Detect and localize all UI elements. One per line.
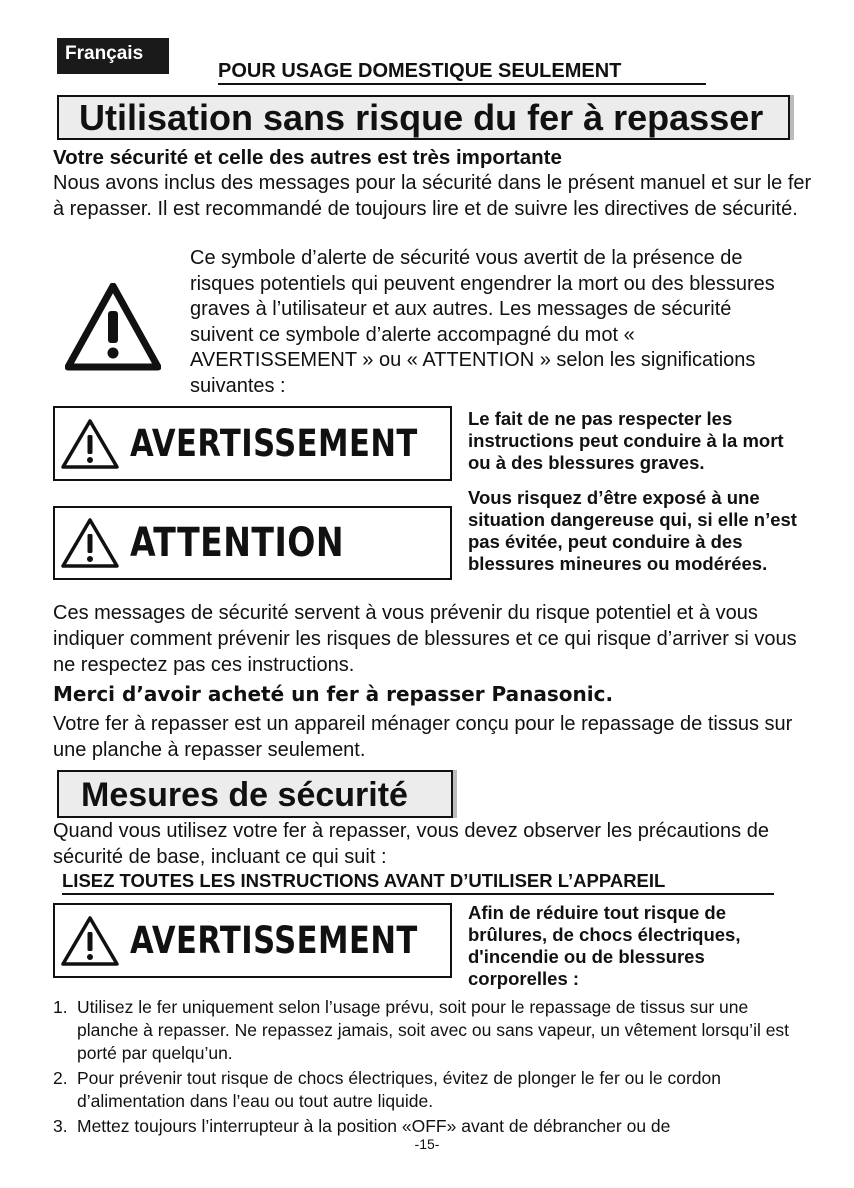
warning-triangle-icon xyxy=(60,915,120,967)
safety-instructions-list xyxy=(53,996,798,1140)
section-title-safety-measures: Mesures de sécurité xyxy=(57,770,453,818)
safety-subtitle: Votre sécurité et celle des autres est très importante xyxy=(53,146,562,169)
list-item xyxy=(53,1115,798,1138)
warning-label-box-2 xyxy=(53,903,452,978)
language-tab: Français xyxy=(57,38,169,74)
domestic-use-notice: POUR USAGE DOMESTIQUE SEULEMENT xyxy=(218,60,706,85)
page-number: -15- xyxy=(414,1136,440,1152)
warning-label: AVERTISSEMENT xyxy=(130,421,418,465)
thank-you-heading: Merci d’avoir acheté un fer à repasser Panasonic. xyxy=(53,682,614,706)
warning-label-box xyxy=(53,406,452,481)
list-item-text: Pour prévenir tout risque de chocs électriques, évitez de plonger le fer ou le cordon d’alimentation dans l’eau ou tout autre liquide. xyxy=(77,1068,721,1111)
caution-triangle-icon xyxy=(60,517,120,569)
section-title-safe-use: Utilisation sans risque du fer à repasser xyxy=(57,95,790,140)
warning-label-2: AVERTISSEMENT xyxy=(130,918,418,962)
warning-description-2: Afin de réduire tout risque de brûlures, de chocs électriques, d'incendie ou de blessures corporelles : xyxy=(468,902,741,989)
warning-triangle-icon xyxy=(60,418,120,470)
list-item-number: 1. xyxy=(53,997,68,1017)
warning-description: Le fait de ne pas respecter les instructions peut conduire à la mort ou à des blessures graves. xyxy=(468,408,784,473)
list-item-number: 3. xyxy=(53,1116,68,1136)
list-item-text: Mettez toujours l’interrupteur à la position «OFF» avant de débrancher ou de xyxy=(77,1116,671,1136)
safety-alert-icon xyxy=(65,283,161,371)
list-item xyxy=(53,996,798,1065)
caution-label: ATTENTION xyxy=(130,520,345,566)
intro-paragraph: Nous avons inclus des messages pour la sécurité dans le présent manuel et sur le fer à repasser. Il est recommandé de toujours lire et de suivre les directives de sécurité. xyxy=(53,172,812,220)
list-item xyxy=(53,1067,798,1113)
appliance-paragraph: Votre fer à repasser est un appareil ménager conçu pour le repassage de tissus sur une planche à repasser seulement. xyxy=(53,713,793,761)
list-item-number: 2. xyxy=(53,1068,68,1088)
symbol-explanation: Ce symbole d’alerte de sécurité vous avertit de la présence de risques potentiels qui peuvent engendrer la mort ou des blessures graves à l’utilisateur et aux autres. Les messages de sécurité suivent ce symbole d’alerte accompagné du mot « AVERTISSEMENT » ou « ATTENTION » selon les significations suivantes : xyxy=(190,247,775,397)
list-item-text: Utilisez le fer uniquement selon l’usage prévu, soit pour le repassage de tissus sur une planche à repasser. Ne repassez jamais, soit avec ou sans vapeur, un vêtement lorsqu’il est porté par quelqu’un. xyxy=(77,997,790,1063)
messages-paragraph: Ces messages de sécurité servent à vous prévenir du risque potentiel et à vous indiquer comment prévenir les risques de blessures et ce qui risque d’arriver si vous ne respectez pas ces instructions. xyxy=(53,602,797,676)
read-instructions-heading: LISEZ TOUTES LES INSTRUCTIONS AVANT D’UTILISER L’APPAREIL xyxy=(62,870,774,895)
caution-label-box xyxy=(53,506,452,580)
caution-description: Vous risquez d’être exposé à une situation dangereuse qui, si elle n’est pas évitée, peut conduire à des blessures mineures ou modérées. xyxy=(468,487,797,574)
measures-intro: Quand vous utilisez votre fer à repasser, vous devez observer les précautions de sécurité de base, incluant ce qui suit : xyxy=(53,820,769,868)
